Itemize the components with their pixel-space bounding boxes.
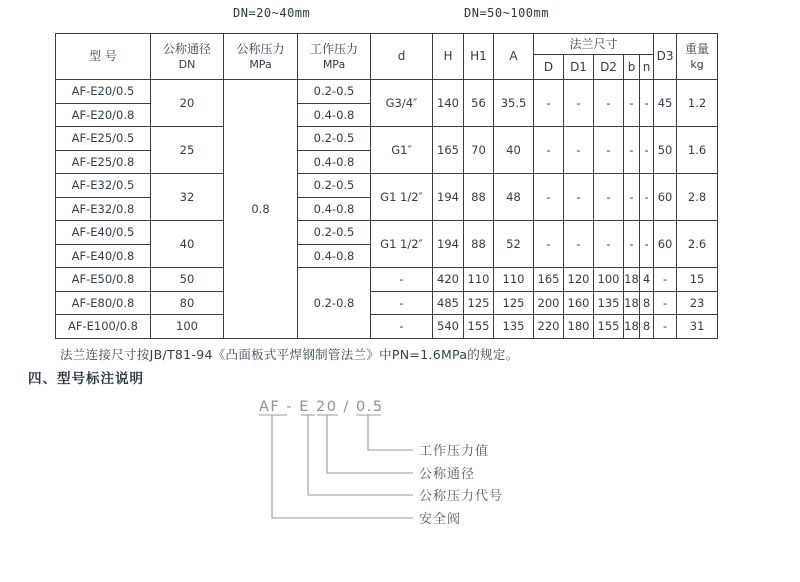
column-header-flange-size: 法兰尺寸 <box>534 34 654 55</box>
column-header-A: A <box>494 34 534 80</box>
table-cell: 40 <box>494 127 534 174</box>
table-cell: G1 1/2″ <box>371 221 433 268</box>
table-cell: 135 <box>594 291 624 315</box>
column-header-wp-line2: MPa <box>322 57 346 71</box>
table-cell: AF-E32/0.8 <box>56 197 151 221</box>
column-header-flange-b: b <box>624 55 640 80</box>
column-header-D3: D3 <box>654 34 677 80</box>
table-cell: - <box>564 80 594 127</box>
table-cell: 60 <box>654 174 677 221</box>
table-cell: G1″ <box>371 127 433 174</box>
table-cell: AF-E32/0.5 <box>56 174 151 198</box>
table-cell: 155 <box>594 315 624 339</box>
column-header-flange-D2: D2 <box>594 55 624 80</box>
table-cell: 100 <box>151 315 224 339</box>
table-cell: 180 <box>564 315 594 339</box>
table-cell: - <box>640 80 654 127</box>
column-header-dn-line1: 公称通径 <box>162 41 211 56</box>
column-header-flange-n: n <box>640 55 654 80</box>
column-header-d: d <box>371 34 433 80</box>
table-cell: 0.4-0.8 <box>298 244 371 268</box>
table-cell: - <box>654 291 677 315</box>
table-cell: 70 <box>464 127 494 174</box>
range-label-dn50-100: DN=50~100mm <box>464 6 549 20</box>
table-cell: - <box>640 127 654 174</box>
table-cell: 25 <box>151 127 224 174</box>
table-cell: 110 <box>464 268 494 292</box>
table-cell: 52 <box>494 221 534 268</box>
table-cell: 0.2-0.5 <box>298 174 371 198</box>
table-cell: AF-E25/0.5 <box>56 127 151 151</box>
label-working-pressure-value: 工作压力值 <box>419 444 490 459</box>
table-cell: 0.2-0.5 <box>298 127 371 151</box>
table-cell: 0.4-0.8 <box>298 103 371 127</box>
table-cell: 125 <box>494 291 534 315</box>
column-header-dn-line2: DN <box>178 57 196 71</box>
column-header-H1: H1 <box>464 34 494 80</box>
table-cell: - <box>534 80 564 127</box>
table-cell: - <box>654 268 677 292</box>
table-cell: - <box>534 174 564 221</box>
table-cell: 31 <box>677 315 718 339</box>
table-cell: 35.5 <box>494 80 534 127</box>
table-cell: - <box>564 221 594 268</box>
table-cell: - <box>371 315 433 339</box>
table-cell: 80 <box>151 291 224 315</box>
table-cell: 0.4-0.8 <box>298 197 371 221</box>
table-cell: 100 <box>594 268 624 292</box>
table-cell: - <box>640 174 654 221</box>
table-cell: 2.8 <box>677 174 718 221</box>
table-cell: 1.2 <box>677 80 718 127</box>
table-cell: 88 <box>464 174 494 221</box>
table-cell: 15 <box>677 268 718 292</box>
table-cell: 194 <box>433 174 464 221</box>
table-cell: 155 <box>464 315 494 339</box>
label-nominal-pressure-code: 公称压力代号 <box>419 489 504 504</box>
table-cell: 60 <box>654 221 677 268</box>
table-cell: - <box>654 315 677 339</box>
table-cell: 540 <box>433 315 464 339</box>
table-cell: 0.4-0.8 <box>298 150 371 174</box>
table-cell: - <box>624 127 640 174</box>
table-cell: AF-E40/0.8 <box>56 244 151 268</box>
table-cell: 2.6 <box>677 221 718 268</box>
section-heading: 四、型号标注说明 <box>28 371 144 387</box>
table-cell: - <box>371 268 433 292</box>
table-cell: G1 1/2″ <box>371 174 433 221</box>
table-cell: 140 <box>433 80 464 127</box>
table-cell: - <box>594 80 624 127</box>
table-cell: AF-E100/0.8 <box>56 315 151 339</box>
table-cell: - <box>640 221 654 268</box>
column-header-weight-line1: 重量 <box>685 41 710 56</box>
table-cell: 160 <box>564 291 594 315</box>
table-cell: AF-E25/0.8 <box>56 150 151 174</box>
table-cell: 110 <box>494 268 534 292</box>
table-cell: 200 <box>534 291 564 315</box>
table-cell: 50 <box>654 127 677 174</box>
table-cell: 0.2-0.5 <box>298 80 371 104</box>
table-cell: 56 <box>464 80 494 127</box>
table-cell: - <box>594 127 624 174</box>
model-formula-text: AF - E 20 / 0.5 <box>259 399 384 415</box>
table-cell: - <box>594 221 624 268</box>
table-cell: 8 <box>640 315 654 339</box>
table-cell: AF-E20/0.5 <box>56 80 151 104</box>
table-cell: AF-E50/0.8 <box>56 268 151 292</box>
table-cell: 8 <box>640 291 654 315</box>
table-cell: 23 <box>677 291 718 315</box>
table-cell: 48 <box>494 174 534 221</box>
table-cell: - <box>534 127 564 174</box>
table-cell: AF-E40/0.5 <box>56 221 151 245</box>
column-header-weight-line2: kg <box>690 57 704 71</box>
connector-pressure-code <box>308 415 413 495</box>
table-cell: 135 <box>494 315 534 339</box>
table-cell: 194 <box>433 221 464 268</box>
table-cell: 18 <box>624 291 640 315</box>
table-cell: 420 <box>433 268 464 292</box>
table-cell: 125 <box>464 291 494 315</box>
column-header-wp-line1: 工作压力 <box>309 41 358 56</box>
label-safety-valve: 安全阀 <box>419 512 462 527</box>
table-cell: 0.8 <box>224 80 298 339</box>
table-cell: - <box>624 221 640 268</box>
table-cell: - <box>594 174 624 221</box>
table-cell: AF-E20/0.8 <box>56 103 151 127</box>
table-cell: - <box>371 291 433 315</box>
connector-safety-valve <box>272 415 413 518</box>
table-cell: 50 <box>151 268 224 292</box>
table-cell: 165 <box>534 268 564 292</box>
table-cell: 88 <box>464 221 494 268</box>
table-cell: 45 <box>654 80 677 127</box>
column-header-model: 型 号 <box>56 34 151 80</box>
table-cell: 485 <box>433 291 464 315</box>
flange-standard-note: 法兰连接尺寸按JB/T81-94《凸面板式平焊钢制管法兰》中PN=1.6MPa的规定。 <box>60 347 519 362</box>
table-cell: 18 <box>624 268 640 292</box>
table-cell: - <box>624 174 640 221</box>
table-cell: 0.2-0.5 <box>298 221 371 245</box>
table-cell: 4 <box>640 268 654 292</box>
table-cell: 1.6 <box>677 127 718 174</box>
table-cell: 165 <box>433 127 464 174</box>
column-header-H: H <box>433 34 464 80</box>
table-cell: - <box>564 174 594 221</box>
table-cell: 0.2-0.8 <box>298 268 371 339</box>
table-cell: 40 <box>151 221 224 268</box>
table-cell: 32 <box>151 174 224 221</box>
table-cell: 120 <box>564 268 594 292</box>
table-cell: - <box>564 127 594 174</box>
column-header-np-line2: MPa <box>249 57 272 71</box>
table-cell: 20 <box>151 80 224 127</box>
table-cell: G3/4″ <box>371 80 433 127</box>
table-cell: 220 <box>534 315 564 339</box>
table-cell: 18 <box>624 315 640 339</box>
connector-working-pressure <box>368 415 413 450</box>
table-cell: AF-E80/0.8 <box>56 291 151 315</box>
table-cell: - <box>534 221 564 268</box>
column-header-np-line1: 公称压力 <box>236 41 285 56</box>
connector-nominal-diameter <box>327 415 413 473</box>
table-cell: - <box>624 80 640 127</box>
range-label-dn20-40: DN=20~40mm <box>233 6 311 20</box>
column-header-flange-D1: D1 <box>564 55 594 80</box>
label-nominal-diameter: 公称通径 <box>419 467 476 482</box>
column-header-flange-D: D <box>534 55 564 80</box>
